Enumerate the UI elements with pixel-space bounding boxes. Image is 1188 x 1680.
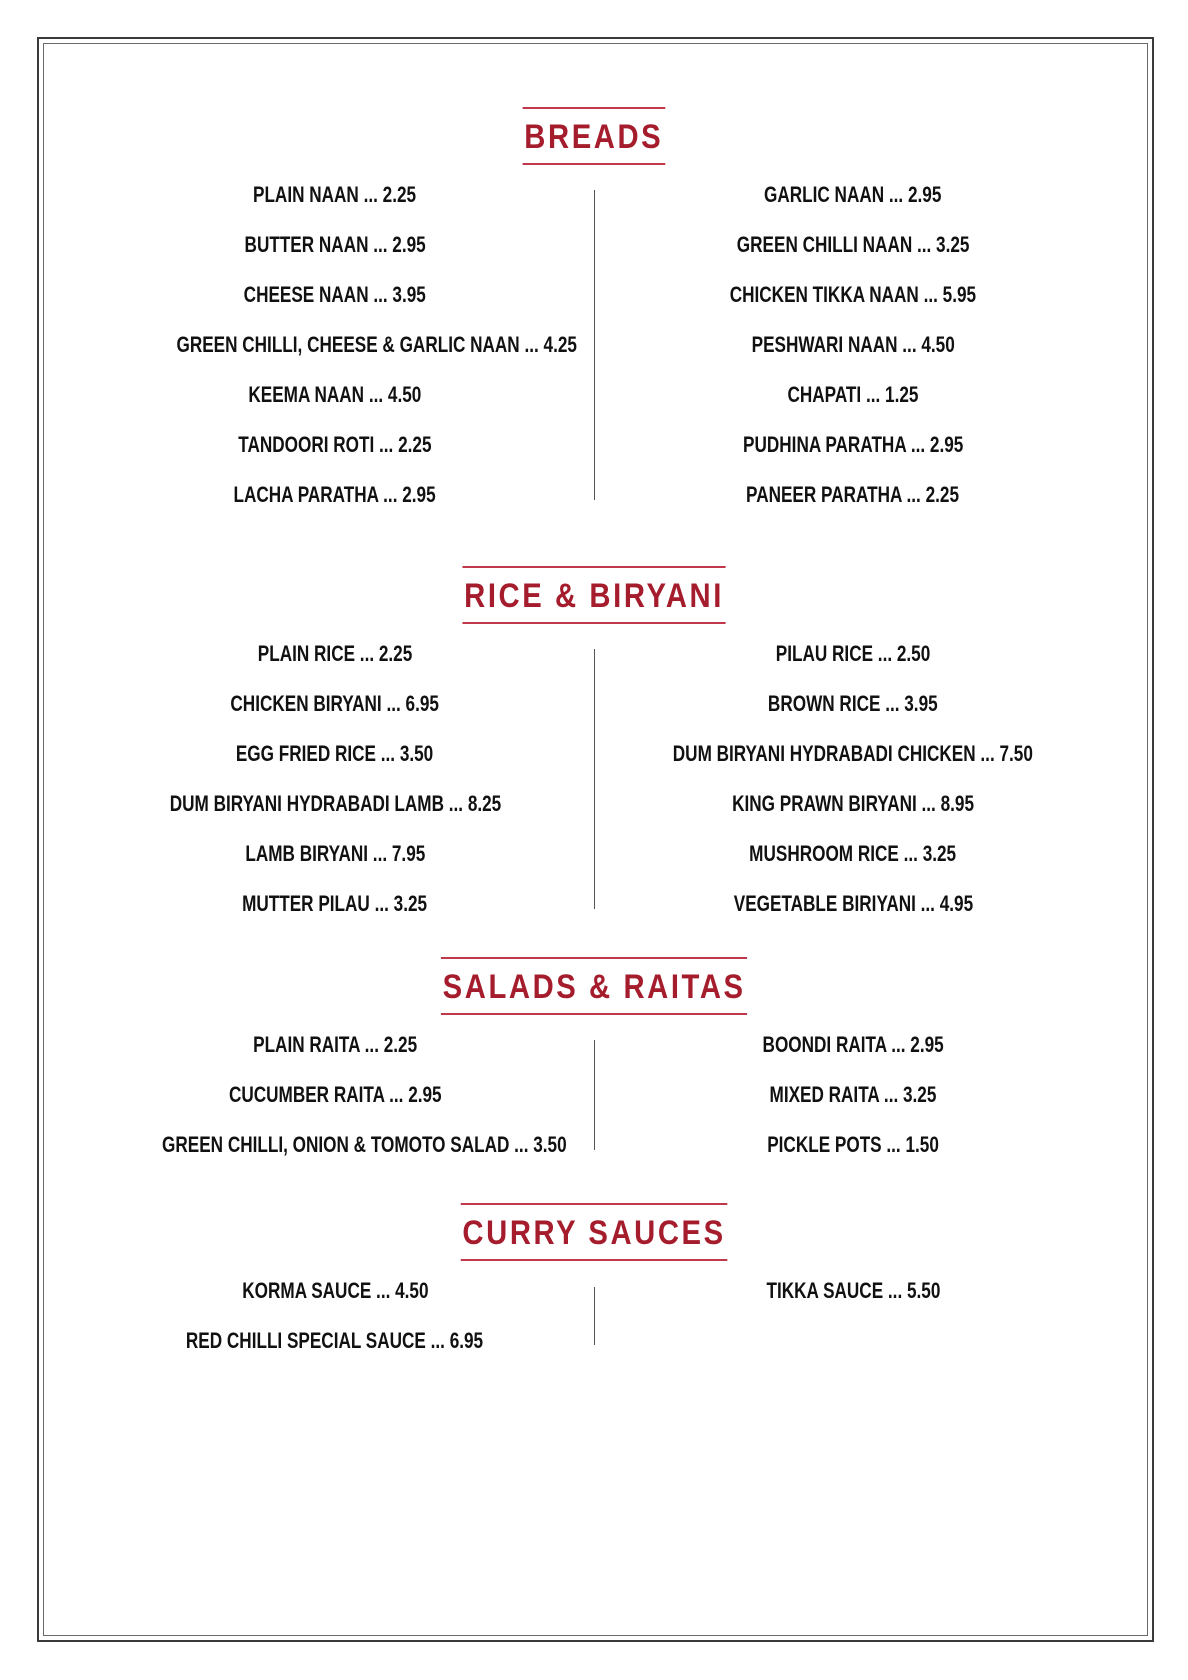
menu-item: LAMB BIRYANI ... 7.95 [245, 841, 425, 866]
salads-left-column [105, 1020, 565, 1170]
salads-right-column [638, 1020, 1068, 1170]
breads-right-column [638, 170, 1068, 520]
menu-item: PANEER PARATHA ... 2.25 [746, 482, 960, 507]
menu-item: CHAPATI ... 1.25 [787, 382, 919, 407]
section-title-salads-raitas: SALADS & RAITAS [441, 957, 747, 1015]
menu-item: PESHWARI NAAN ... 4.50 [751, 332, 955, 357]
menu-item: KING PRAWN BIRYANI ... 8.95 [732, 791, 974, 816]
menu-item: TIKKA SAUCE ... 5.50 [766, 1278, 940, 1303]
menu-item: MIXED RAITA ... 3.25 [769, 1082, 937, 1107]
menu-item: PILAU RICE ... 2.50 [775, 641, 931, 666]
menu-item: PICKLE POTS ... 1.50 [767, 1132, 939, 1157]
menu-item: BUTTER NAAN ... 2.95 [244, 232, 426, 257]
menu-item: KEEMA NAAN ... 4.50 [248, 382, 422, 407]
column-divider [594, 1287, 595, 1345]
menu-item: PLAIN NAAN ... 2.25 [253, 182, 417, 207]
section-title-rice-biryani: RICE & BIRYANI [462, 566, 725, 624]
sauces-left-column [120, 1266, 550, 1366]
menu-item: PLAIN RICE ... 2.25 [257, 641, 413, 666]
menu-item: GARLIC NAAN ... 2.95 [764, 182, 942, 207]
menu-item: BOONDI RAITA ... 2.95 [762, 1032, 944, 1057]
menu-item: CHICKEN BIRYANI ... 6.95 [230, 691, 440, 716]
menu-item: BROWN RICE ... 3.95 [768, 691, 938, 716]
menu-item: PLAIN RAITA ... 2.25 [252, 1032, 417, 1057]
rice-left-column [120, 629, 550, 929]
menu-item: PUDHINA PARATHA ... 2.95 [742, 432, 964, 457]
section-title-breads: BREADS [523, 107, 665, 165]
menu-item: GREEN CHILLI NAAN ... 3.25 [736, 232, 970, 257]
column-divider [594, 190, 595, 500]
menu-item: CHEESE NAAN ... 3.95 [243, 282, 427, 307]
menu-item: DUM BIRYANI HYDRABADI CHICKEN ... 7.50 [672, 741, 1034, 766]
menu-item: TANDOORI ROTI ... 2.25 [238, 432, 432, 457]
menu-item: GREEN CHILLI, ONION & TOMOTO SALAD ... 3.50 [162, 1132, 567, 1157]
menu-item: DUM BIRYANI HYDRABADI LAMB ... 8.25 [169, 791, 501, 816]
menu-item: CUCUMBER RAITA ... 2.95 [228, 1082, 442, 1107]
menu-item: GREEN CHILLI, CHEESE & GARLIC NAAN ... 4.25 [176, 332, 577, 357]
menu-item: MUSHROOM RICE ... 3.25 [749, 841, 957, 866]
menu-item: MUTTER PILAU ... 3.25 [242, 891, 428, 916]
menu-item: RED CHILLI SPECIAL SAUCE ... 6.95 [186, 1328, 484, 1353]
sauces-right-column [638, 1266, 1068, 1316]
menu-item: EGG FRIED RICE ... 3.50 [236, 741, 434, 766]
menu-item: KORMA SAUCE ... 4.50 [241, 1278, 429, 1303]
column-divider [594, 1040, 595, 1150]
menu-item: LACHA PARATHA ... 2.95 [233, 482, 437, 507]
breads-left-column [120, 170, 577, 520]
menu-item: VEGETABLE BIRIYANI ... 4.95 [733, 891, 973, 916]
section-title-curry-sauces: CURRY SAUCES [461, 1203, 728, 1261]
column-divider [594, 649, 595, 909]
rice-right-column [613, 629, 1093, 929]
menu-item: CHICKEN TIKKA NAAN ... 5.95 [729, 282, 977, 307]
